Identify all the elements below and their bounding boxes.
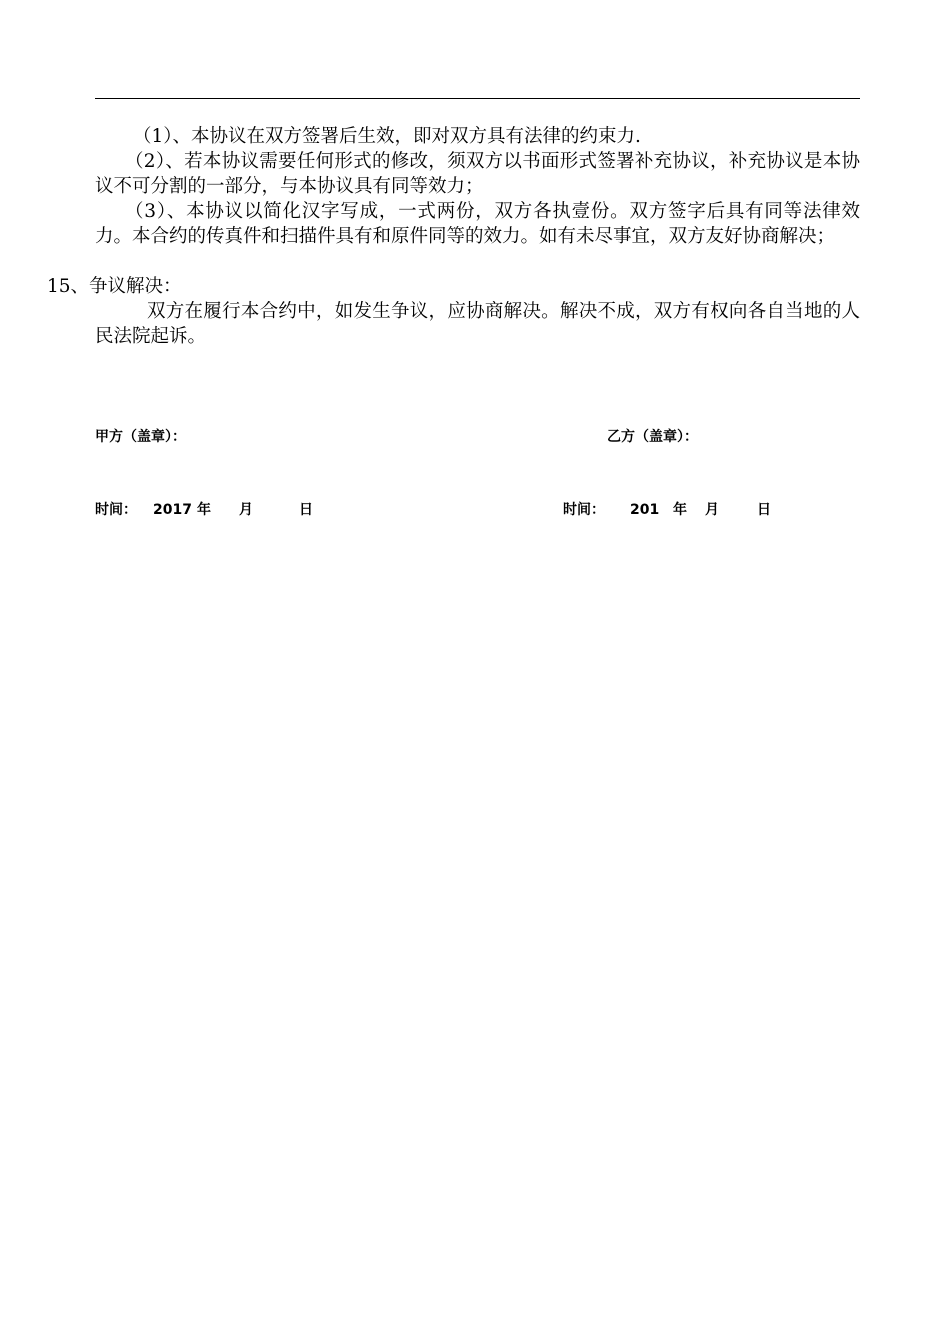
clause-2: （2）、若本协议需要任何形式的修改，须双方以书面形式签署补充协议，补充协议是本协议不可分割的一部分，与本协议具有同等效力；	[95, 151, 860, 197]
clause-1: （1）、本协议在双方签署后生效，即对双方具有法律的约束力.	[133, 126, 641, 147]
party-a-day-unit: 日	[299, 502, 313, 518]
party-b-day-unit: 日	[757, 502, 771, 518]
party-a-time-label: 时间：	[95, 502, 137, 518]
party-b-year: 201	[630, 502, 660, 518]
party-a-year-unit: 年	[197, 502, 211, 518]
party-a-date	[95, 500, 313, 520]
party-b-date	[563, 500, 771, 520]
party-b-time-label: 时间：	[563, 502, 605, 518]
top-rule	[95, 98, 860, 99]
section-15-body: 双方在履行本合约中，如发生争议，应协商解决。解决不成，双方有权向各自当地的人民法院起诉。	[95, 301, 860, 347]
party-b-seal-label: 乙方（盖章）：	[607, 429, 698, 445]
clause-3: （3）、本协议以简化汉字写成，一式两份，双方各执壹份。双方签字后具有同等法律效力。本合约的传真件和扫描件具有和原件同等的效力。如有未尽事宜，双方友好协商解决；	[95, 201, 860, 247]
section-15-heading: 15、争议解决：	[47, 276, 182, 297]
party-a-seal-label: 甲方（盖章）：	[95, 429, 186, 445]
party-a-month-unit: 月	[239, 502, 253, 518]
party-a-year: 2017	[153, 502, 192, 518]
party-b-month-unit: 月	[705, 502, 719, 518]
party-b-year-unit: 年	[673, 502, 687, 518]
